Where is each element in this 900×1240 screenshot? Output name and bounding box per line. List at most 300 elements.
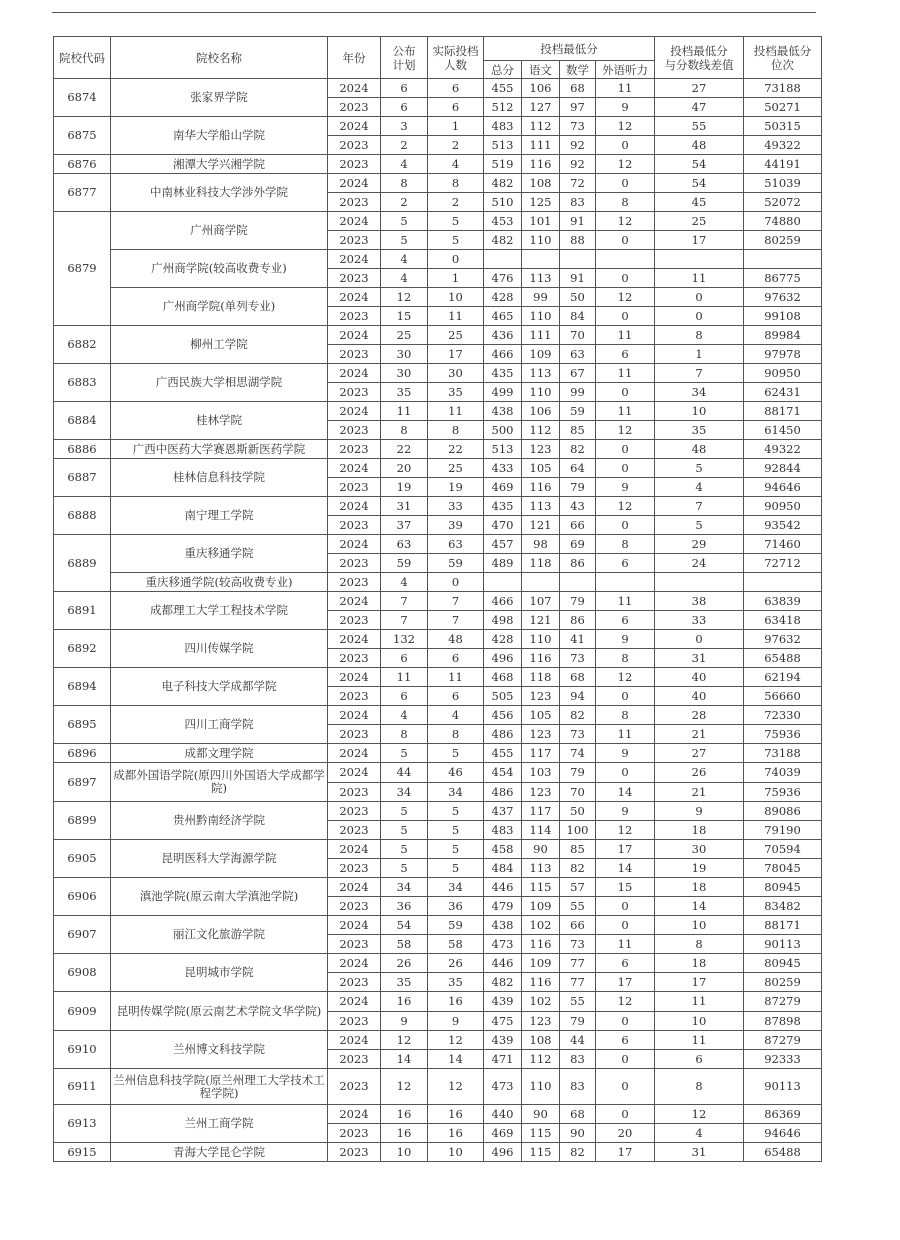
listening-score-cell: 9: [596, 98, 655, 117]
table-row: [54, 1105, 822, 1124]
school-name-cell: 成都外国语学院(原四川外国语大学成都学院): [111, 763, 328, 802]
table-row: [54, 497, 822, 516]
math-score-cell: 69: [560, 535, 596, 554]
total-score-cell: 439: [484, 992, 522, 1012]
score-diff-cell: 55: [655, 117, 744, 136]
plan-cell: 31: [381, 497, 428, 516]
plan-cell: 10: [381, 1143, 428, 1162]
score-diff-cell: 27: [655, 744, 744, 763]
plan-cell: 54: [381, 916, 428, 935]
score-diff-cell: 14: [655, 897, 744, 916]
header-total: 总分: [484, 61, 522, 79]
listening-score-cell: 9: [596, 744, 655, 763]
actual-cell: 33: [428, 497, 484, 516]
actual-cell: 8: [428, 421, 484, 440]
table-row: [54, 535, 822, 554]
rank-cell: 86369: [744, 1105, 822, 1124]
school-code-cell: 6879: [54, 212, 111, 326]
school-code-cell: 6889: [54, 535, 111, 592]
chinese-score-cell: [522, 250, 560, 269]
score-diff-cell: 7: [655, 497, 744, 516]
header-school-name: 院校名称: [111, 37, 328, 79]
listening-score-cell: 0: [596, 763, 655, 783]
plan-cell: 11: [381, 668, 428, 687]
rank-cell: 86775: [744, 269, 822, 288]
chinese-score-cell: 116: [522, 155, 560, 174]
math-score-cell: 79: [560, 592, 596, 611]
table-row: [54, 364, 822, 383]
year-cell: 2023: [328, 193, 381, 212]
score-diff-cell: 48: [655, 136, 744, 155]
header-listening: 外语听力: [596, 61, 655, 79]
score-diff-cell: 27: [655, 79, 744, 98]
score-diff-cell: 47: [655, 98, 744, 117]
table-row: [54, 1031, 822, 1050]
school-code-cell: 6875: [54, 117, 111, 155]
math-score-cell: 66: [560, 916, 596, 935]
year-cell: 2024: [328, 744, 381, 763]
plan-cell: 2: [381, 193, 428, 212]
year-cell: 2024: [328, 174, 381, 193]
math-score-cell: 83: [560, 193, 596, 212]
year-cell: 2024: [328, 459, 381, 478]
score-diff-cell: 25: [655, 212, 744, 231]
actual-cell: 36: [428, 897, 484, 916]
chinese-score-cell: 110: [522, 383, 560, 402]
page-top-rule: [52, 12, 816, 13]
school-name-cell: 兰州信息科技学院(原兰州理工大学技术工程学院): [111, 1069, 328, 1105]
rank-cell: 50315: [744, 117, 822, 136]
chinese-score-cell: 118: [522, 668, 560, 687]
school-name-cell: 兰州博文科技学院: [111, 1031, 328, 1069]
math-score-cell: 68: [560, 1105, 596, 1124]
actual-cell: 8: [428, 174, 484, 193]
math-score-cell: 44: [560, 1031, 596, 1050]
total-score-cell: 473: [484, 1069, 522, 1105]
school-code-cell: 6908: [54, 954, 111, 992]
year-cell: 2023: [328, 516, 381, 535]
year-cell: 2023: [328, 155, 381, 174]
rank-cell: 73188: [744, 744, 822, 763]
plan-cell: 58: [381, 935, 428, 954]
listening-score-cell: 17: [596, 973, 655, 992]
plan-cell: 4: [381, 573, 428, 592]
actual-cell: 7: [428, 611, 484, 630]
score-diff-cell: 11: [655, 992, 744, 1012]
actual-cell: 5: [428, 859, 484, 878]
chinese-score-cell: 117: [522, 744, 560, 763]
actual-cell: 8: [428, 725, 484, 744]
score-diff-cell: 40: [655, 687, 744, 706]
total-score-cell: 510: [484, 193, 522, 212]
chinese-score-cell: 115: [522, 1124, 560, 1143]
math-score-cell: [560, 573, 596, 592]
rank-cell: 61450: [744, 421, 822, 440]
plan-cell: 8: [381, 174, 428, 193]
actual-cell: 58: [428, 935, 484, 954]
chinese-score-cell: 121: [522, 516, 560, 535]
chinese-score-cell: 107: [522, 592, 560, 611]
actual-cell: 14: [428, 1050, 484, 1069]
table-row: [54, 326, 822, 345]
score-diff-cell: 7: [655, 364, 744, 383]
header-min-score-group: 投档最低分: [484, 37, 655, 61]
chinese-score-cell: 109: [522, 897, 560, 916]
math-score-cell: 59: [560, 402, 596, 421]
actual-cell: 10: [428, 288, 484, 307]
score-diff-cell: 38: [655, 592, 744, 611]
total-score-cell: 486: [484, 783, 522, 802]
header-actual-admitted: 实际投档 人数: [428, 37, 484, 79]
plan-cell: 12: [381, 1069, 428, 1105]
listening-score-cell: 12: [596, 821, 655, 840]
score-diff-cell: 11: [655, 1031, 744, 1050]
plan-cell: 6: [381, 79, 428, 98]
total-score-cell: 482: [484, 231, 522, 250]
year-cell: 2023: [328, 1124, 381, 1143]
plan-cell: 16: [381, 1105, 428, 1124]
chinese-score-cell: 112: [522, 1050, 560, 1069]
math-score-cell: 82: [560, 1143, 596, 1162]
school-name-cell: 广州商学院(单列专业): [111, 288, 328, 326]
actual-cell: 63: [428, 535, 484, 554]
total-score-cell: 437: [484, 802, 522, 821]
table-row: [54, 174, 822, 193]
header-score-difference: 投档最低分 与分数线差值: [655, 37, 744, 79]
plan-cell: 6: [381, 687, 428, 706]
total-score-cell: 483: [484, 821, 522, 840]
year-cell: 2023: [328, 821, 381, 840]
total-score-cell: 453: [484, 212, 522, 231]
plan-cell: 14: [381, 1050, 428, 1069]
listening-score-cell: 14: [596, 859, 655, 878]
total-score-cell: 473: [484, 935, 522, 954]
chinese-score-cell: 102: [522, 916, 560, 935]
total-score-cell: 505: [484, 687, 522, 706]
school-name-cell: 滇池学院(原云南大学滇池学院): [111, 878, 328, 916]
chinese-score-cell: 110: [522, 231, 560, 250]
year-cell: 2024: [328, 840, 381, 859]
actual-cell: 6: [428, 687, 484, 706]
table-row: [54, 459, 822, 478]
score-diff-cell: 4: [655, 478, 744, 497]
school-name-cell: 广州商学院: [111, 212, 328, 250]
listening-score-cell: 20: [596, 1124, 655, 1143]
plan-cell: 5: [381, 821, 428, 840]
listening-score-cell: 9: [596, 802, 655, 821]
plan-cell: 20: [381, 459, 428, 478]
table-row: [54, 744, 822, 763]
school-code-cell: 6877: [54, 174, 111, 212]
school-code-cell: 6874: [54, 79, 111, 117]
chinese-score-cell: [522, 573, 560, 592]
actual-cell: 7: [428, 592, 484, 611]
math-score-cell: 83: [560, 1050, 596, 1069]
actual-cell: 19: [428, 478, 484, 497]
math-score-cell: 77: [560, 954, 596, 973]
math-score-cell: 82: [560, 440, 596, 459]
table-row: [54, 802, 822, 821]
math-score-cell: 68: [560, 668, 596, 687]
actual-cell: 25: [428, 326, 484, 345]
actual-cell: 4: [428, 706, 484, 725]
listening-score-cell: 6: [596, 954, 655, 973]
school-code-cell: 6910: [54, 1031, 111, 1069]
score-diff-cell: 26: [655, 763, 744, 783]
score-diff-cell: 10: [655, 1012, 744, 1031]
listening-score-cell: 0: [596, 269, 655, 288]
school-name-cell: 昆明传媒学院(原云南艺术学院文华学院): [111, 992, 328, 1031]
score-diff-cell: 17: [655, 231, 744, 250]
score-diff-cell: 54: [655, 155, 744, 174]
plan-cell: 19: [381, 478, 428, 497]
listening-score-cell: 11: [596, 725, 655, 744]
listening-score-cell: 12: [596, 497, 655, 516]
plan-cell: 4: [381, 155, 428, 174]
listening-score-cell: 15: [596, 878, 655, 897]
year-cell: 2023: [328, 611, 381, 630]
math-score-cell: 73: [560, 935, 596, 954]
rank-cell: 79190: [744, 821, 822, 840]
actual-cell: 11: [428, 307, 484, 326]
table-row: [54, 840, 822, 859]
math-score-cell: 100: [560, 821, 596, 840]
school-name-cell: 南宁理工学院: [111, 497, 328, 535]
school-name-cell: 丽江文化旅游学院: [111, 916, 328, 954]
score-diff-cell: 34: [655, 383, 744, 402]
rank-cell: 87898: [744, 1012, 822, 1031]
actual-cell: 16: [428, 992, 484, 1012]
year-cell: 2023: [328, 859, 381, 878]
math-score-cell: 84: [560, 307, 596, 326]
chinese-score-cell: 114: [522, 821, 560, 840]
table-row: [54, 250, 822, 269]
listening-score-cell: 11: [596, 326, 655, 345]
header-published-plan: 公布 计划: [381, 37, 428, 79]
rank-cell: 94646: [744, 1124, 822, 1143]
school-name-cell: 广西中医药大学赛恩斯新医药学院: [111, 440, 328, 459]
rank-cell: 75936: [744, 725, 822, 744]
year-cell: 2023: [328, 554, 381, 573]
math-score-cell: 91: [560, 269, 596, 288]
total-score-cell: 435: [484, 364, 522, 383]
listening-score-cell: 12: [596, 668, 655, 687]
actual-cell: 59: [428, 554, 484, 573]
chinese-score-cell: 109: [522, 954, 560, 973]
chinese-score-cell: 115: [522, 878, 560, 897]
listening-score-cell: 0: [596, 687, 655, 706]
rank-cell: 90113: [744, 1069, 822, 1105]
total-score-cell: 482: [484, 973, 522, 992]
chinese-score-cell: 123: [522, 783, 560, 802]
total-score-cell: 519: [484, 155, 522, 174]
score-diff-cell: 21: [655, 725, 744, 744]
plan-cell: 5: [381, 744, 428, 763]
header-chinese: 语文: [522, 61, 560, 79]
plan-cell: 4: [381, 250, 428, 269]
rank-cell: 90113: [744, 935, 822, 954]
actual-cell: 5: [428, 802, 484, 821]
math-score-cell: 86: [560, 554, 596, 573]
school-code-cell: 6895: [54, 706, 111, 744]
total-score-cell: 482: [484, 174, 522, 193]
table-row: [54, 763, 822, 783]
rank-cell: 93542: [744, 516, 822, 535]
table-row: [54, 155, 822, 174]
school-code-cell: 6896: [54, 744, 111, 763]
rank-cell: 90950: [744, 497, 822, 516]
listening-score-cell: 0: [596, 897, 655, 916]
rank-cell: 75936: [744, 783, 822, 802]
chinese-score-cell: 108: [522, 1031, 560, 1050]
plan-cell: 25: [381, 326, 428, 345]
math-score-cell: 97: [560, 98, 596, 117]
school-code-cell: 6913: [54, 1105, 111, 1143]
actual-cell: 1: [428, 269, 484, 288]
math-score-cell: 73: [560, 117, 596, 136]
math-score-cell: 64: [560, 459, 596, 478]
chinese-score-cell: 111: [522, 136, 560, 155]
math-score-cell: 50: [560, 288, 596, 307]
listening-score-cell: 12: [596, 155, 655, 174]
school-name-cell: 广州商学院(较高收费专业): [111, 250, 328, 288]
total-score-cell: 466: [484, 345, 522, 364]
actual-cell: 26: [428, 954, 484, 973]
school-name-cell: 重庆移通学院: [111, 535, 328, 573]
actual-cell: 5: [428, 840, 484, 859]
listening-score-cell: 0: [596, 1105, 655, 1124]
math-score-cell: 72: [560, 174, 596, 193]
listening-score-cell: 6: [596, 554, 655, 573]
total-score-cell: 435: [484, 497, 522, 516]
score-diff-cell: 54: [655, 174, 744, 193]
actual-cell: 25: [428, 459, 484, 478]
score-diff-cell: 35: [655, 421, 744, 440]
chinese-score-cell: 127: [522, 98, 560, 117]
chinese-score-cell: 121: [522, 611, 560, 630]
score-diff-cell: [655, 573, 744, 592]
school-code-cell: 6894: [54, 668, 111, 706]
listening-score-cell: 9: [596, 630, 655, 649]
listening-score-cell: 8: [596, 706, 655, 725]
plan-cell: 22: [381, 440, 428, 459]
plan-cell: 26: [381, 954, 428, 973]
chinese-score-cell: 90: [522, 840, 560, 859]
total-score-cell: 479: [484, 897, 522, 916]
math-score-cell: 82: [560, 706, 596, 725]
math-score-cell: 43: [560, 497, 596, 516]
school-code-cell: 6886: [54, 440, 111, 459]
total-score-cell: 500: [484, 421, 522, 440]
score-diff-cell: 0: [655, 288, 744, 307]
total-score-cell: 498: [484, 611, 522, 630]
math-score-cell: 91: [560, 212, 596, 231]
actual-cell: 11: [428, 402, 484, 421]
rank-cell: 49322: [744, 440, 822, 459]
rank-cell: 74039: [744, 763, 822, 783]
listening-score-cell: 14: [596, 783, 655, 802]
actual-cell: 12: [428, 1069, 484, 1105]
school-name-cell: 重庆移通学院(较高收费专业): [111, 573, 328, 592]
actual-cell: 22: [428, 440, 484, 459]
actual-cell: 34: [428, 783, 484, 802]
table-row: [54, 954, 822, 973]
plan-cell: 8: [381, 421, 428, 440]
actual-cell: 6: [428, 98, 484, 117]
rank-cell: 74880: [744, 212, 822, 231]
listening-score-cell: [596, 250, 655, 269]
school-name-cell: 湘潭大学兴湘学院: [111, 155, 328, 174]
plan-cell: 9: [381, 1012, 428, 1031]
score-diff-cell: 48: [655, 440, 744, 459]
score-diff-cell: 24: [655, 554, 744, 573]
rank-cell: 89086: [744, 802, 822, 821]
school-code-cell: 6876: [54, 155, 111, 174]
admission-score-table: [53, 36, 822, 1162]
plan-cell: 12: [381, 288, 428, 307]
chinese-score-cell: 110: [522, 1069, 560, 1105]
rank-cell: 89984: [744, 326, 822, 345]
actual-cell: 5: [428, 821, 484, 840]
chinese-score-cell: 116: [522, 649, 560, 668]
plan-cell: 12: [381, 1031, 428, 1050]
rank-cell: 70594: [744, 840, 822, 859]
total-score-cell: 436: [484, 326, 522, 345]
plan-cell: 6: [381, 649, 428, 668]
actual-cell: 0: [428, 573, 484, 592]
chinese-score-cell: 112: [522, 117, 560, 136]
school-name-cell: 成都文理学院: [111, 744, 328, 763]
actual-cell: 12: [428, 1031, 484, 1050]
chinese-score-cell: 123: [522, 687, 560, 706]
actual-cell: 5: [428, 744, 484, 763]
listening-score-cell: 8: [596, 193, 655, 212]
chinese-score-cell: 118: [522, 554, 560, 573]
math-score-cell: 73: [560, 649, 596, 668]
year-cell: 2023: [328, 1069, 381, 1105]
math-score-cell: 82: [560, 859, 596, 878]
total-score-cell: 465: [484, 307, 522, 326]
math-score-cell: 41: [560, 630, 596, 649]
actual-cell: 2: [428, 136, 484, 155]
total-score-cell: 469: [484, 1124, 522, 1143]
math-score-cell: 79: [560, 478, 596, 497]
listening-score-cell: 0: [596, 1012, 655, 1031]
score-diff-cell: 8: [655, 326, 744, 345]
score-diff-cell: 4: [655, 1124, 744, 1143]
year-cell: 2023: [328, 345, 381, 364]
actual-cell: 16: [428, 1105, 484, 1124]
year-cell: 2024: [328, 592, 381, 611]
school-name-cell: 广西民族大学相思湖学院: [111, 364, 328, 402]
total-score-cell: [484, 250, 522, 269]
rank-cell: 87279: [744, 1031, 822, 1050]
plan-cell: 36: [381, 897, 428, 916]
plan-cell: 5: [381, 212, 428, 231]
score-diff-cell: [655, 250, 744, 269]
chinese-score-cell: 105: [522, 459, 560, 478]
year-cell: 2024: [328, 117, 381, 136]
year-cell: 2024: [328, 763, 381, 783]
listening-score-cell: 12: [596, 288, 655, 307]
listening-score-cell: 8: [596, 649, 655, 668]
chinese-score-cell: 123: [522, 440, 560, 459]
actual-cell: 10: [428, 1143, 484, 1162]
listening-score-cell: [596, 573, 655, 592]
school-name-cell: 桂林学院: [111, 402, 328, 440]
year-cell: 2024: [328, 706, 381, 725]
year-cell: 2023: [328, 687, 381, 706]
